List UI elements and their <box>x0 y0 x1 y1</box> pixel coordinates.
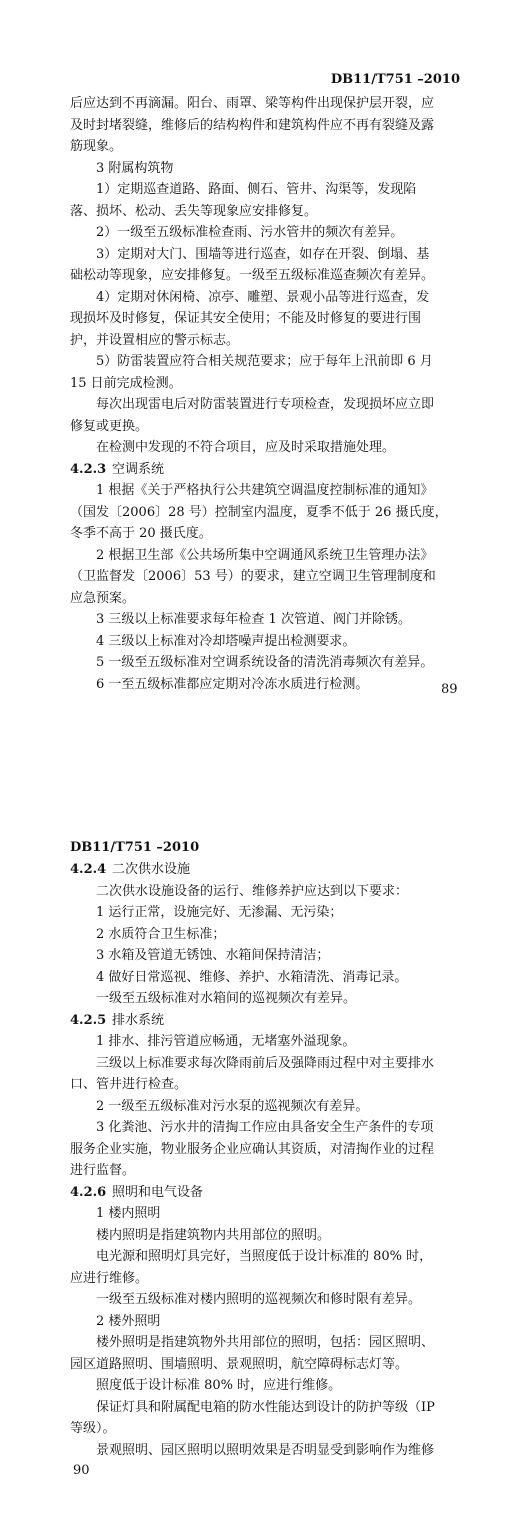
text-line <box>0 631 530 653</box>
page-header: DB11/T751 –2010 <box>70 840 200 855</box>
text-line <box>0 1311 530 1333</box>
text-line <box>0 988 530 1010</box>
line-text: 在检测中发现的不符合项目，应及时采取措施处理。 <box>96 440 396 455</box>
section-number: 4.2.3 <box>70 461 107 477</box>
text-line <box>0 1354 530 1376</box>
line-text: 现损坏及时修复，保证其安全使用；不能及时修复的要进行围 <box>70 311 422 326</box>
line-text: 修复或更换。 <box>70 418 149 434</box>
line-text: 础松动等现象，应安排修复。一级至五级标准巡查频次有差异。 <box>70 268 435 283</box>
line-text: 一级至五级标准对水箱间的巡视频次有差异。 <box>96 991 357 1006</box>
text-line <box>0 566 530 588</box>
section-title: 排水系统 <box>112 1012 165 1028</box>
text-line <box>0 881 530 903</box>
page-90 <box>0 760 530 1534</box>
line-text: 保证灯具和附属配电箱的防水性能达到设计的防护等级（IP <box>96 1399 435 1415</box>
line-text: 三级以上标准要求每次降雨前后及强降雨过程中对主要排水 <box>96 1055 435 1071</box>
text-line <box>0 1440 530 1462</box>
text-line <box>0 287 530 309</box>
line-text: 1 运行正常，设施完好、无渗漏、无污染； <box>96 905 343 920</box>
section-title: 二次供水设施 <box>112 862 191 877</box>
text-line <box>0 222 530 244</box>
text-line <box>0 502 530 524</box>
line-text: 15 日前完成检测。 <box>70 375 182 391</box>
line-text: 4 三级以上标准对冷却塔噪声提出检测要求。 <box>96 633 356 649</box>
line-text: 楼内照明是指建筑物内共用部位的照明。 <box>96 1227 331 1243</box>
text-line <box>0 373 530 395</box>
section-number: 4.2.4 <box>70 862 107 877</box>
page-89-body <box>0 93 530 695</box>
text-line <box>0 652 530 674</box>
line-text: 3 附属构筑物 <box>96 160 174 176</box>
section-number: 4.2.5 <box>70 1012 107 1028</box>
line-text: 5 一级至五级标准对空调系统设备的清洗消毒频次有差异。 <box>96 655 434 670</box>
text-line <box>0 1397 530 1419</box>
line-text: 2 水质符合卫生标准； <box>96 926 226 942</box>
text-line <box>0 201 530 223</box>
text-line <box>0 265 530 287</box>
text-line <box>0 1225 530 1247</box>
text-line <box>0 136 530 158</box>
line-text: 落、损坏、松动、丢失等现象应安排修复。 <box>70 203 318 219</box>
text-line <box>0 179 530 201</box>
line-text: 服务企业实施，物业服务企业应确认其资质，对清掏作业的过程 <box>70 1141 435 1157</box>
line-text: 及时封堵裂缝，维修后的结构构件和建筑构件应不再有裂缝及露 <box>70 117 435 133</box>
section-heading <box>0 859 530 881</box>
line-text: 护，并设置相应的警示标志。 <box>70 332 240 348</box>
text-line <box>0 588 530 610</box>
line-text: 一级至五级标准对楼内照明的巡视频次和修时限有差异。 <box>96 1292 422 1307</box>
text-line <box>0 1268 530 1290</box>
text-line <box>0 1096 530 1118</box>
line-text: 应急预案。 <box>70 590 136 606</box>
text-line <box>0 609 530 631</box>
page-number: 89 <box>441 682 458 697</box>
text-line <box>0 1160 530 1182</box>
text-line <box>0 115 530 137</box>
line-text: 2 楼外照明 <box>96 1313 161 1329</box>
line-text: 3 三级以上标准要求每年检查 1 次管道、阀门并除锈。 <box>96 612 411 627</box>
page-89 <box>0 0 530 760</box>
text-line <box>0 1031 530 1053</box>
line-text: 6 一至五级标准都应定期对冷冻水质进行检测。 <box>96 676 369 692</box>
text-line <box>0 967 530 989</box>
text-line <box>0 1203 530 1225</box>
section-heading <box>0 1182 530 1204</box>
line-text: 1 根据《关于严格执行公共建筑空调温度控制标准的通知》 <box>96 483 434 498</box>
line-text: 冬季不高于 20 摄氏度。 <box>70 526 212 541</box>
line-text: 等级）。 <box>70 1421 116 1436</box>
line-text: 2 一级至五级标准对污水泵的巡视频次有差异。 <box>96 1098 369 1114</box>
text-line <box>0 1418 530 1440</box>
text-line <box>0 308 530 330</box>
text-line <box>0 902 530 924</box>
text-line <box>0 394 530 416</box>
line-text: 园区道路照明、围墙照明、景观照明，航空障碍标志灯等。 <box>70 1356 409 1372</box>
line-text: 2 根据卫生部《公共场所集中空调通风系统卫生管理办法》 <box>96 547 434 563</box>
text-line <box>0 523 530 545</box>
line-text: 二次供水设施设备的运行、维修养护应达到以下要求： <box>96 883 409 899</box>
text-line <box>0 1375 530 1397</box>
line-text: 2）一级至五级标准检查雨、污水管井的频次有差异。 <box>96 225 404 240</box>
text-line <box>0 158 530 180</box>
line-text: 进行监督。 <box>70 1163 136 1178</box>
text-line <box>0 330 530 352</box>
text-line <box>0 1139 530 1161</box>
text-line <box>0 93 530 115</box>
line-text: 1）定期巡查道路、路面、侧石、管井、沟渠等，发现陷 <box>96 182 417 197</box>
section-heading <box>0 459 530 481</box>
line-text: 照度低于设计标准 80% 时，应进行维修。 <box>96 1378 342 1393</box>
line-text: 每次出现雷电后对防雷装置进行专项检查，发现损坏应立即 <box>96 397 435 412</box>
section-heading <box>0 1010 530 1032</box>
line-text: 口、管井进行检查。 <box>70 1077 188 1092</box>
line-text: 应进行维修。 <box>70 1270 149 1286</box>
section-title: 空调系统 <box>112 461 165 477</box>
line-text: 楼外照明是指建筑物外共用部位的照明，包括：园区照明、 <box>96 1335 435 1350</box>
text-line <box>0 351 530 373</box>
text-line <box>0 1289 530 1311</box>
page-number: 90 <box>73 1463 90 1478</box>
line-text: 3 化粪池、污水井的清掏工作应由具备安全生产条件的专项 <box>96 1120 434 1135</box>
line-text: 5）防雷装置应符合相关规范要求；应于每年上汛前即 6 月 <box>96 354 433 369</box>
text-line <box>0 1074 530 1096</box>
line-text: 1 排水、排污管道应畅通，无堵塞外溢现象。 <box>96 1034 356 1049</box>
line-text: 3 水箱及管道无锈蚀、水箱间保持清洁； <box>96 948 330 963</box>
line-text: 筋现象。 <box>70 139 123 154</box>
text-line <box>0 1117 530 1139</box>
line-text: 4 做好日常巡视、维修、养护、水箱清洗、消毒记录。 <box>96 969 408 985</box>
line-text: 1 楼内照明 <box>96 1206 161 1221</box>
text-line <box>0 437 530 459</box>
text-line <box>0 1053 530 1075</box>
line-text: 3）定期对大门、围墙等进行巡查，如存在开裂、倒塌、基 <box>96 246 430 262</box>
text-line <box>0 1246 530 1268</box>
text-line <box>0 244 530 266</box>
text-line <box>0 1332 530 1354</box>
text-line <box>0 924 530 946</box>
line-text: （卫监督发〔2006〕53 号）的要求，建立空调卫生管理制度和 <box>70 569 436 584</box>
section-number: 4.2.6 <box>70 1184 107 1200</box>
text-line <box>0 416 530 438</box>
line-text: （国发〔2006〕28 号）控制室内温度，夏季不低于 26 摄氏度， <box>70 504 448 520</box>
text-line <box>0 480 530 502</box>
text-line <box>0 545 530 567</box>
line-text: 电光源和照明灯具完好，当照度低于设计标准的 80% 时， <box>96 1249 433 1264</box>
line-text: 景观照明、园区照明以照明效果是否明显受到影响作为维修 <box>96 1442 435 1458</box>
line-text: 4）定期对休闲椅、凉亭、雕塑、景观小品等进行巡查，发 <box>96 289 430 305</box>
page-90-body <box>0 859 530 1461</box>
line-text: 后应达到不再滴漏。阳台、雨罩、梁等构件出现保护层开裂，应 <box>70 96 435 111</box>
section-title: 照明和电气设备 <box>112 1184 204 1200</box>
page-header: DB11/T751 –2010 <box>330 72 460 87</box>
text-line <box>0 945 530 967</box>
